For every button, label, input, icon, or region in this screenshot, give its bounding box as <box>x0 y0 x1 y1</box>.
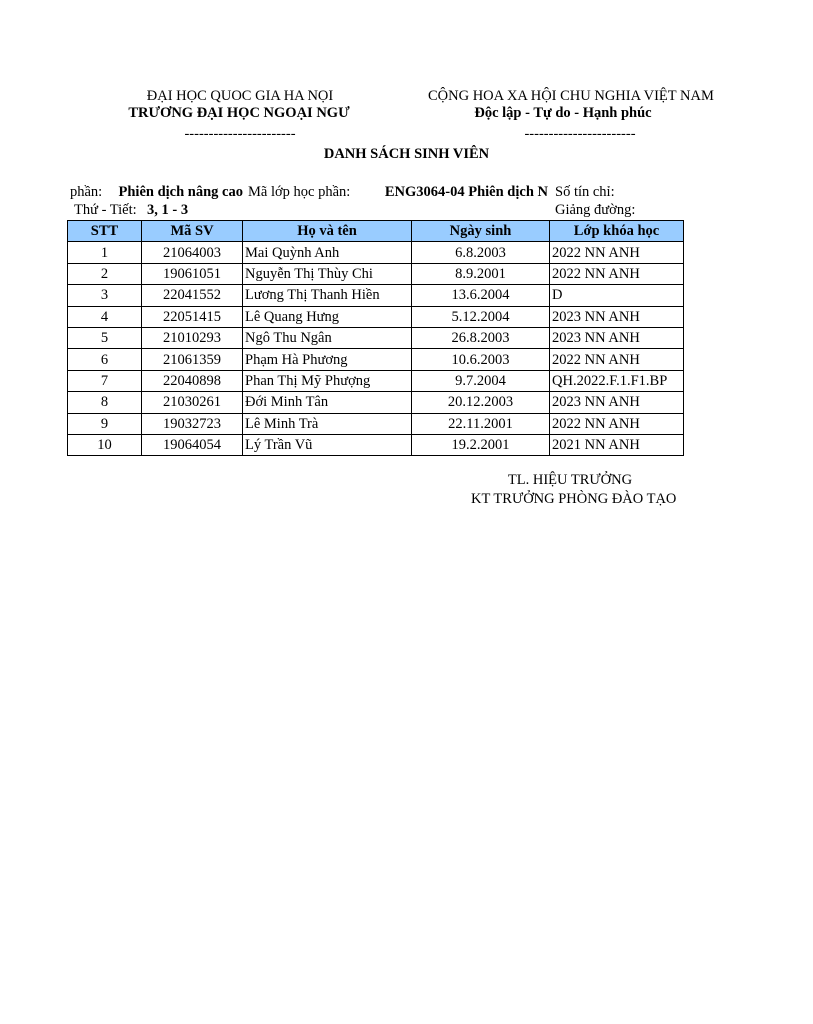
cell-stt: 4 <box>68 306 142 327</box>
cell-birth-date: 9.7.2004 <box>412 370 550 391</box>
schedule-value: 3, 1 - 3 <box>147 202 189 218</box>
cell-class: 2023 NN ANH <box>550 306 684 327</box>
cell-class: 2023 NN ANH <box>550 392 684 413</box>
cell-student-id: 22040898 <box>142 370 243 391</box>
cell-stt: 7 <box>68 370 142 391</box>
cell-class: 2022 NN ANH <box>550 242 684 263</box>
cell-stt: 10 <box>68 434 142 455</box>
cell-full-name: Nguyễn Thị Thùy Chi <box>243 263 412 284</box>
cell-full-name: Phạm Hà Phương <box>243 349 412 370</box>
cell-stt: 6 <box>68 349 142 370</box>
cell-stt: 2 <box>68 263 142 284</box>
cell-class: D <box>550 285 684 306</box>
cell-birth-date: 10.6.2003 <box>412 349 550 370</box>
table-row <box>68 327 684 348</box>
cell-student-id: 22041552 <box>142 285 243 306</box>
cell-birth-date: 5.12.2004 <box>412 306 550 327</box>
cell-birth-date: 6.8.2003 <box>412 242 550 263</box>
cell-class: 2021 NN ANH <box>550 434 684 455</box>
school-name: TRƯƠNG ĐẠI HỌC NGOẠI NGƯ <box>128 105 350 121</box>
table-header-row <box>68 221 684 242</box>
university-name: ĐẠI HỌC QUOC GIA HA NỌI <box>146 88 334 104</box>
document-title: DANH SÁCH SINH VIÊN <box>323 146 490 162</box>
left-divider: ----------------------- <box>184 126 296 142</box>
national-title: CỘNG HOA XA HỘI CHU NGHIA VIỆT NAM <box>428 88 714 104</box>
column-header-student-id: Mã SV <box>142 221 243 242</box>
schedule-label: Thứ - Tiết: <box>74 202 137 218</box>
cell-birth-date: 13.6.2004 <box>412 285 550 306</box>
cell-full-name: Mai Quỳnh Anh <box>243 242 412 263</box>
class-code-value: ENG3064-04 Phiên dịch N <box>384 184 548 200</box>
cell-student-id: 21061359 <box>142 349 243 370</box>
cell-full-name: Lý Trần Vũ <box>243 434 412 455</box>
cell-full-name: Phan Thị Mỹ Phượng <box>243 370 412 391</box>
cell-student-id: 19032723 <box>142 413 243 434</box>
class-code-label: Mã lớp học phần: <box>248 184 351 200</box>
cell-birth-date: 8.9.2001 <box>412 263 550 284</box>
table-row <box>68 434 684 455</box>
column-header-birth-date: Ngày sinh <box>412 221 550 242</box>
credits-label: Số tín chỉ: <box>555 184 615 200</box>
table-row <box>68 413 684 434</box>
cell-stt: 8 <box>68 392 142 413</box>
table-row <box>68 392 684 413</box>
cell-birth-date: 26.8.2003 <box>412 327 550 348</box>
cell-student-id: 21030261 <box>142 392 243 413</box>
signature-title: TL. HIỆU TRƯỞNG <box>507 472 633 488</box>
cell-class: 2023 NN ANH <box>550 327 684 348</box>
cell-class: 2022 NN ANH <box>550 263 684 284</box>
cell-stt: 5 <box>68 327 142 348</box>
cell-class: QH.2022.F.1.F1.BP <box>550 370 684 391</box>
cell-student-id: 19061051 <box>142 263 243 284</box>
table-row <box>68 306 684 327</box>
cell-student-id: 22051415 <box>142 306 243 327</box>
cell-stt: 9 <box>68 413 142 434</box>
table-row <box>68 349 684 370</box>
subject-label: phần: <box>70 184 103 200</box>
cell-full-name: Đới Minh Tân <box>243 392 412 413</box>
cell-full-name: Lương Thị Thanh Hiền <box>243 285 412 306</box>
cell-birth-date: 22.11.2001 <box>412 413 550 434</box>
table-row <box>68 263 684 284</box>
room-label: Giảng đường: <box>555 202 636 218</box>
cell-student-id: 19064054 <box>142 434 243 455</box>
cell-birth-date: 20.12.2003 <box>412 392 550 413</box>
right-divider: ----------------------- <box>524 126 636 142</box>
signature-department: KT TRƯỞNG PHÒNG ĐÀO TẠO <box>471 491 677 507</box>
column-header-full-name: Họ và tên <box>243 221 412 242</box>
column-header-stt: STT <box>68 221 142 242</box>
table-row <box>68 370 684 391</box>
student-table <box>67 220 684 456</box>
cell-student-id: 21010293 <box>142 327 243 348</box>
cell-stt: 3 <box>68 285 142 306</box>
cell-full-name: Ngô Thu Ngân <box>243 327 412 348</box>
cell-full-name: Lê Quang Hưng <box>243 306 412 327</box>
table-row <box>68 242 684 263</box>
cell-birth-date: 19.2.2001 <box>412 434 550 455</box>
subject-value: Phiên dịch nâng cao <box>118 184 243 200</box>
cell-stt: 1 <box>68 242 142 263</box>
column-header-class: Lớp khóa học <box>550 221 684 242</box>
national-motto: Độc lập - Tự do - Hạnh phúc <box>474 105 652 121</box>
cell-class: 2022 NN ANH <box>550 413 684 434</box>
table-row <box>68 285 684 306</box>
cell-student-id: 21064003 <box>142 242 243 263</box>
cell-class: 2022 NN ANH <box>550 349 684 370</box>
cell-full-name: Lê Minh Trà <box>243 413 412 434</box>
